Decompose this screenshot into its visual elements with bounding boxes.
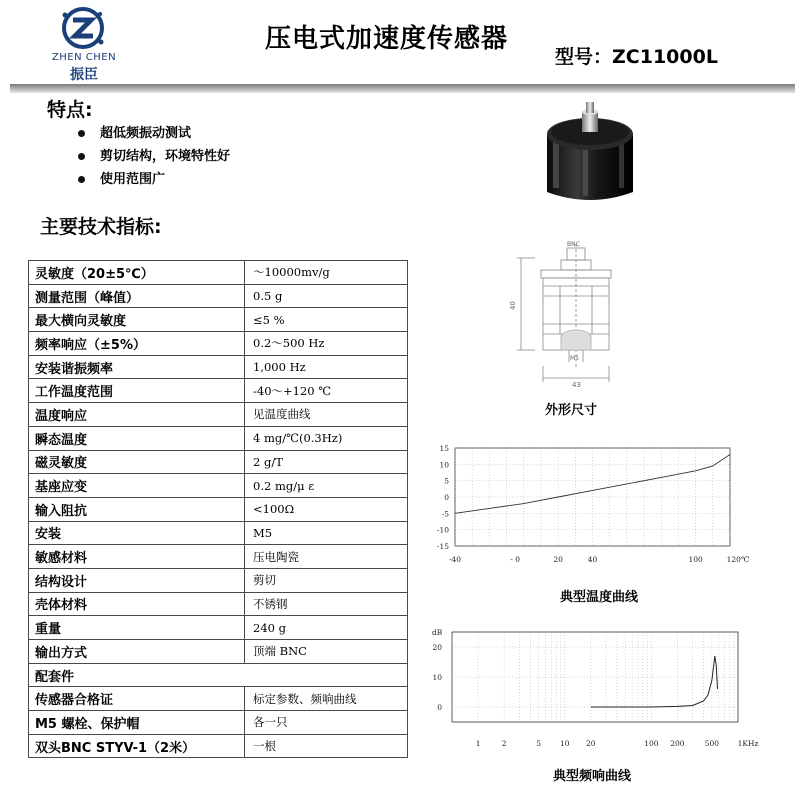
table-row — [29, 734, 408, 758]
x-tick-label: 100 — [688, 555, 703, 564]
spec-value: 顶端 BNC — [245, 640, 408, 664]
y-tick-label: 0 — [444, 493, 449, 502]
feature-item: 剪切结构，环境特性好 — [78, 145, 230, 168]
x-tick-label: -40 — [448, 555, 462, 564]
y-tick-label: 20 — [432, 643, 442, 652]
spec-value: 不锈钢 — [245, 592, 408, 616]
spec-key: 工作温度范围 — [29, 379, 245, 403]
frequency-chart — [420, 624, 780, 754]
table-row — [29, 379, 408, 403]
spec-key: 安装 — [29, 521, 245, 545]
outline-dimension-drawing — [505, 238, 635, 388]
spec-value: 一根 — [245, 734, 408, 758]
spec-value: 剪切 — [245, 568, 408, 592]
height-label: 40 — [509, 301, 517, 310]
sensor-photo — [535, 100, 645, 210]
y-tick-label: -5 — [441, 509, 449, 519]
x-tick-label: 20 — [586, 739, 596, 748]
feature-item: 超低频振动测试 — [78, 122, 230, 145]
table-row — [29, 474, 408, 498]
specs-title: 主要技术指标: — [40, 216, 162, 238]
spec-key: 输入阻抗 — [29, 497, 245, 521]
outline-caption: 外形尺寸 — [545, 403, 598, 418]
logo-text-en: ZHEN CHEN — [51, 52, 117, 63]
header-divider — [10, 84, 795, 93]
specs-table — [28, 260, 408, 758]
table-row — [29, 568, 408, 592]
spec-value: 0.2～500 Hz — [245, 332, 408, 356]
table-row — [29, 616, 408, 640]
spec-key: 频率响应（±5%） — [29, 332, 245, 356]
x-tick-label: 1KHz — [737, 739, 759, 748]
table-row — [29, 403, 408, 427]
x-tick-label: 2 — [501, 739, 507, 748]
frequency-caption: 典型频响曲线 — [553, 769, 632, 784]
spec-key: 瞬态温度 — [29, 426, 245, 450]
table-row — [29, 426, 408, 450]
y-tick-label: 5 — [444, 476, 449, 486]
table-row — [29, 545, 408, 569]
features-list — [78, 122, 230, 191]
spec-key: 敏感材料 — [29, 545, 245, 569]
model-label: 型号： — [555, 46, 613, 68]
spec-value: 见温度曲线 — [245, 403, 408, 427]
bullet-icon — [78, 130, 85, 137]
spec-key: 磁灵敏度 — [29, 450, 245, 474]
table-row — [29, 711, 408, 735]
width-label: 43 — [572, 381, 581, 388]
table-row — [29, 497, 408, 521]
series-line — [591, 656, 718, 707]
spec-value: M5 — [245, 521, 408, 545]
temperature-chart — [420, 438, 750, 568]
table-row — [29, 450, 408, 474]
y-tick-label: -10 — [436, 525, 449, 535]
feature-item: 使用范围广 — [78, 168, 230, 191]
temperature-caption: 典型温度曲线 — [560, 590, 639, 605]
x-tick-label: 1 — [475, 739, 481, 748]
x-tick-label: 5 — [536, 739, 542, 748]
table-row — [29, 261, 408, 285]
spec-value: 各一只 — [245, 711, 408, 735]
table-row — [29, 308, 408, 332]
spec-key: 基座应变 — [29, 474, 245, 498]
spec-key: 测量范围（峰值） — [29, 284, 245, 308]
x-tick-label: 200 — [670, 739, 685, 748]
spec-value: 0.2 mg/μ ε — [245, 474, 408, 498]
table-row — [29, 640, 408, 664]
page-title: 压电式加速度传感器 — [265, 24, 509, 54]
x-tick-label: 10 — [559, 739, 570, 748]
x-tick-label: 120℃ — [726, 555, 750, 564]
spec-value: 240 g — [245, 616, 408, 640]
table-row-group — [29, 663, 408, 687]
zhenchen-logo-icon — [58, 6, 108, 52]
logo-text-cn: 振臣 — [70, 67, 98, 83]
y-tick-label: 0 — [437, 703, 442, 712]
spec-value: 1,000 Hz — [245, 355, 408, 379]
spec-key: 最大横向灵敏度 — [29, 308, 245, 332]
features-title: 特点: — [47, 99, 93, 121]
spec-key: 壳体材料 — [29, 592, 245, 616]
connector-label: BNC — [567, 241, 580, 248]
x-tick-label: 20 — [553, 555, 563, 564]
company-logo — [48, 6, 128, 83]
y-tick-label: -15 — [436, 542, 449, 551]
spec-key: 安装谐振频率 — [29, 355, 245, 379]
x-tick-label: 500 — [704, 739, 720, 748]
spec-value: 2 g/T — [245, 450, 408, 474]
spec-key: 温度响应 — [29, 403, 245, 427]
spec-value: 压电陶瓷 — [245, 545, 408, 569]
spec-value: <100Ω — [245, 497, 408, 521]
spec-value: -40～+120 ℃ — [245, 379, 408, 403]
table-row — [29, 332, 408, 356]
spec-key: 灵敏度（20±5℃） — [29, 261, 245, 285]
table-row — [29, 592, 408, 616]
spec-key: M5 螺栓、保护帽 — [29, 711, 245, 735]
spec-key: 双头BNC STYV-1（2米） — [29, 734, 245, 758]
x-tick-label: - 0 — [510, 555, 521, 564]
table-row — [29, 284, 408, 308]
spec-value: 标定参数、频响曲线 — [245, 687, 408, 711]
spec-value: 0.5 g — [245, 284, 408, 308]
spec-key: 传感器合格证 — [29, 687, 245, 711]
bullet-icon — [78, 153, 85, 160]
spec-key: 结构设计 — [29, 568, 245, 592]
y-tick-label: 10 — [439, 460, 449, 470]
spec-key: 输出方式 — [29, 640, 245, 664]
spec-key: 重量 — [29, 616, 245, 640]
x-tick-label: 40 — [587, 555, 598, 564]
bullet-icon — [78, 176, 85, 183]
spec-value: 4 mg/℃(0.3Hz) — [245, 426, 408, 450]
spec-value: ≤5 % — [245, 308, 408, 332]
x-tick-label: 100 — [644, 739, 659, 748]
table-row — [29, 355, 408, 379]
model-value: ZC11000L — [612, 46, 718, 68]
spec-value: ～10000mv/g — [245, 261, 408, 285]
table-row — [29, 521, 408, 545]
table-row — [29, 687, 408, 711]
y-tick-label: 15 — [439, 444, 449, 453]
thread-label: M5 — [570, 355, 579, 362]
y-axis-unit: dB — [432, 628, 443, 637]
model-number — [555, 42, 718, 69]
y-tick-label: 10 — [432, 673, 442, 682]
spec-group-header: 配套件 — [29, 663, 408, 687]
